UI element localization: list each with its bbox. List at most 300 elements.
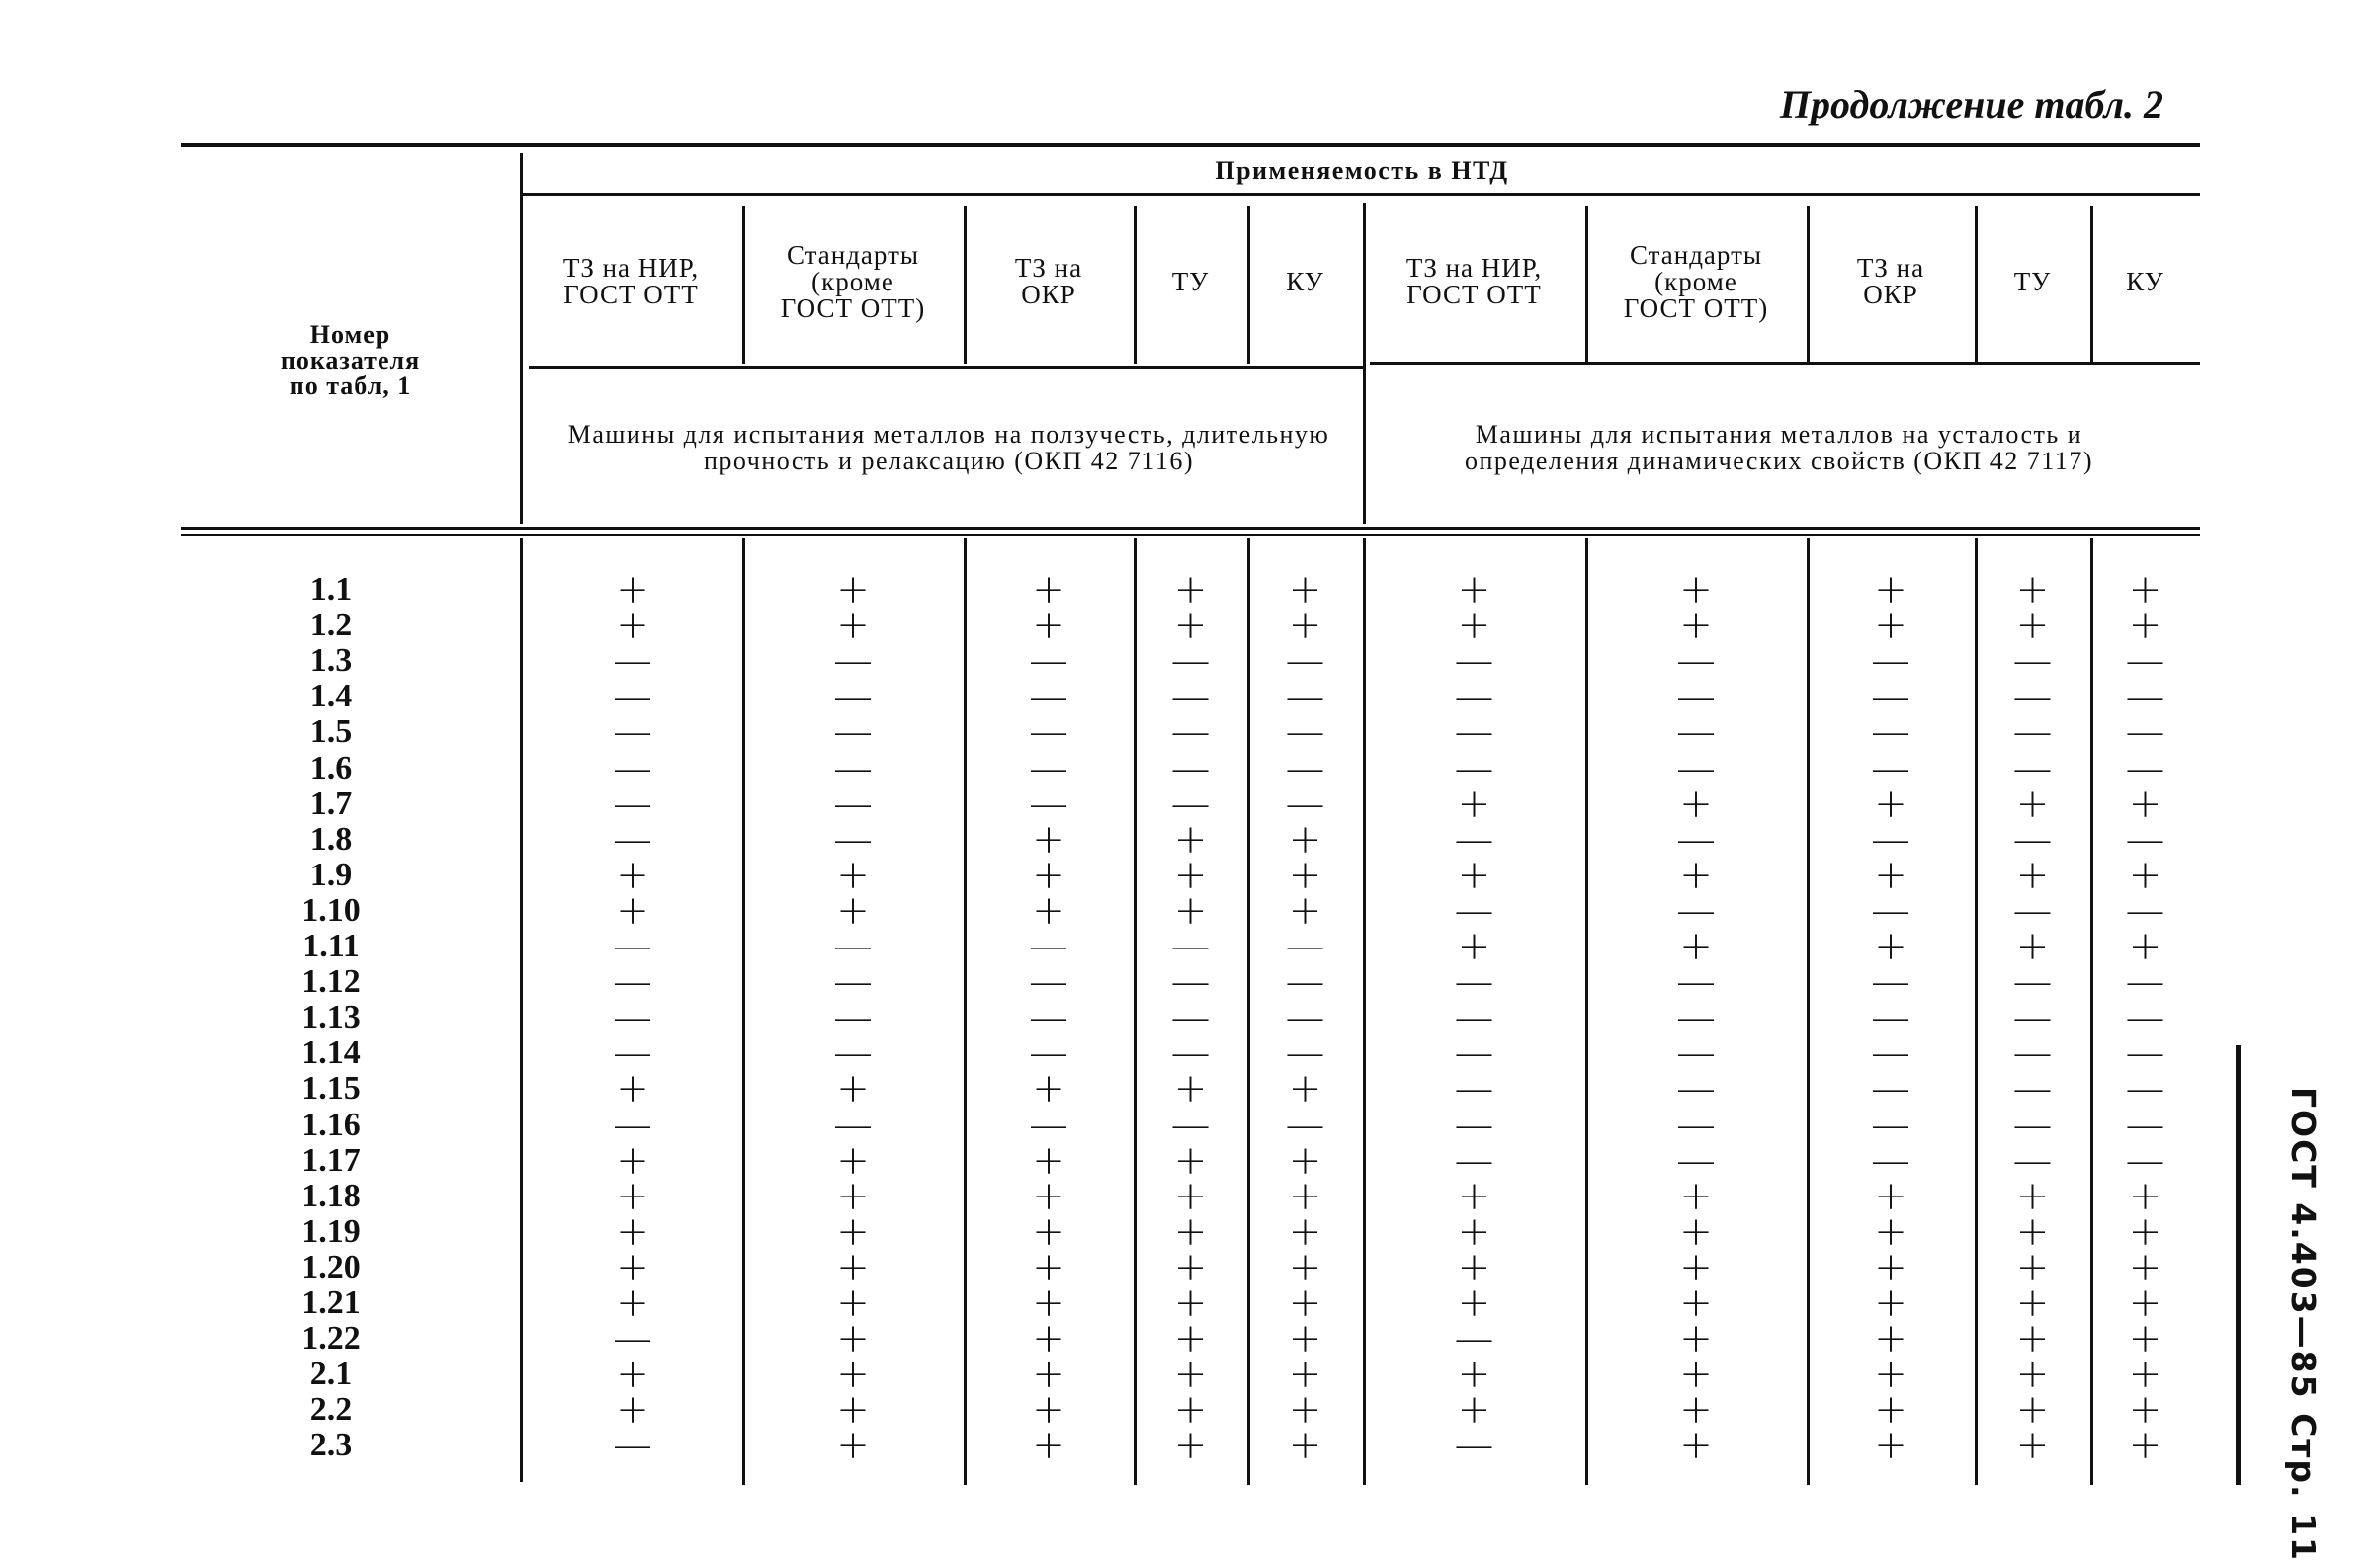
not-applicable-mark: — (833, 781, 873, 827)
not-applicable-mark: — (1285, 638, 1325, 685)
column-divider (520, 538, 523, 1482)
column-divider (1134, 538, 1137, 1485)
applicable-mark: + (1288, 1423, 1322, 1469)
not-applicable-mark: — (1170, 781, 1211, 827)
not-applicable-mark: — (1285, 709, 1325, 756)
row-number: 1.16 (301, 1106, 361, 1143)
applicable-mark: + (1173, 1066, 1208, 1113)
not-applicable-mark: — (1871, 638, 1910, 685)
not-applicable-mark: — (1285, 781, 1325, 827)
applicable-mark: + (1457, 1280, 1491, 1326)
applicable-mark: + (1173, 852, 1208, 898)
applicable-mark: + (2015, 1244, 2050, 1290)
not-applicable-mark: — (1676, 674, 1716, 720)
top-rule (181, 143, 2200, 147)
applicable-mark: + (1874, 1316, 1907, 1362)
applicable-mark: + (616, 603, 649, 649)
applicable-mark: + (616, 1137, 649, 1184)
applicable-mark: + (1173, 1137, 1208, 1184)
not-applicable-mark: — (2012, 887, 2053, 934)
applicable-mark: + (2128, 1280, 2162, 1326)
not-applicable-mark: — (1676, 995, 1716, 1041)
applicable-mark: + (1032, 887, 1065, 934)
not-applicable-mark: — (2012, 1066, 2053, 1113)
row-number: 1.3 (309, 642, 353, 680)
applicable-mark: + (1173, 1387, 1208, 1434)
not-applicable-mark: — (1871, 1031, 1910, 1077)
applicable-mark: + (1288, 1280, 1322, 1326)
applicable-mark: + (616, 1066, 649, 1113)
applicable-mark: + (1457, 924, 1491, 969)
applicable-mark: + (1288, 1208, 1322, 1255)
not-applicable-mark: — (1170, 1102, 1211, 1148)
not-applicable-mark: — (2125, 1102, 2165, 1148)
applicable-mark: + (1874, 603, 1907, 649)
column-divider (2090, 538, 2093, 1485)
not-applicable-mark: — (1871, 745, 1910, 791)
applicable-mark: + (616, 852, 649, 898)
applicable-mark: + (1173, 816, 1208, 863)
row-number: 1.2 (309, 607, 353, 644)
applicable-mark: + (2015, 1387, 2050, 1434)
column-divider (520, 153, 523, 524)
not-applicable-mark: — (1170, 1031, 1211, 1077)
column-divider (1363, 203, 1366, 524)
applicable-mark: + (616, 1173, 649, 1219)
applicable-mark: + (1679, 1280, 1713, 1326)
applicable-mark: + (836, 1352, 870, 1398)
applicability-rule (522, 193, 2200, 196)
applicable-mark: + (1679, 603, 1713, 649)
applicable-mark: + (2015, 1352, 2050, 1398)
not-applicable-mark: — (1871, 1066, 1910, 1113)
applicable-mark: + (836, 1208, 870, 1255)
applicable-mark: + (1173, 1316, 1208, 1362)
not-applicable-mark: — (1871, 1102, 1910, 1148)
applicable-mark: + (1288, 603, 1322, 649)
applicable-mark: + (2015, 1280, 2050, 1326)
not-applicable-mark: — (1454, 1102, 1494, 1148)
not-applicable-mark: — (1676, 887, 1716, 934)
not-applicable-mark: — (1454, 887, 1494, 934)
applicable-mark: + (1288, 852, 1322, 898)
applicable-mark: + (2015, 1173, 2050, 1219)
not-applicable-mark: — (613, 816, 652, 863)
not-applicable-mark: — (2012, 745, 2053, 791)
not-applicable-mark: — (613, 1031, 652, 1077)
applicable-mark: + (836, 852, 870, 898)
not-applicable-mark: — (613, 995, 652, 1041)
not-applicable-mark: — (613, 781, 652, 827)
not-applicable-mark: — (2125, 995, 2165, 1041)
applicable-mark: + (616, 1352, 649, 1398)
column-divider (1247, 538, 1250, 1485)
applicable-mark: + (2128, 567, 2162, 613)
header-double-rule-2 (181, 534, 2200, 536)
applicable-mark: + (2128, 924, 2162, 969)
row-number-header: Номер показателя по табл, 1 (280, 320, 421, 400)
row-number: 2.2 (309, 1391, 353, 1429)
row-number: 2.1 (309, 1356, 353, 1393)
not-applicable-mark: — (1871, 674, 1910, 720)
not-applicable-mark: — (2012, 674, 2053, 720)
applicable-mark: + (836, 1316, 870, 1362)
not-applicable-mark: — (833, 959, 873, 1006)
not-applicable-mark: — (2125, 959, 2165, 1006)
applicable-mark: + (1032, 1316, 1065, 1362)
not-applicable-mark: — (833, 924, 873, 969)
row-number: 1.15 (301, 1070, 361, 1108)
not-applicable-mark: — (2012, 1102, 2053, 1148)
not-applicable-mark: — (1029, 1102, 1068, 1148)
applicable-mark: + (2015, 1316, 2050, 1362)
applicable-mark: + (1679, 1316, 1713, 1362)
not-applicable-mark: — (1170, 638, 1211, 685)
applicable-mark: + (1032, 852, 1065, 898)
applicable-mark: + (836, 567, 870, 613)
not-applicable-mark: — (2012, 1137, 2053, 1184)
not-applicable-mark: — (1676, 1137, 1716, 1184)
not-applicable-mark: — (1454, 959, 1494, 1006)
applicable-mark: + (1874, 924, 1907, 969)
not-applicable-mark: — (1454, 995, 1494, 1041)
column-header-fatigue-tz-nir: ТЗ на НИР, ГОСТ ОТТ (1405, 253, 1543, 309)
applicable-mark: + (1679, 1173, 1713, 1219)
applicable-mark: + (1288, 1316, 1322, 1362)
not-applicable-mark: — (1454, 1423, 1494, 1469)
applicable-mark: + (1679, 1244, 1713, 1290)
applicable-mark: + (1457, 1208, 1491, 1255)
column-header-creep-tz-nir: ТЗ на НИР, ГОСТ ОТТ (562, 253, 700, 309)
applicable-mark: + (836, 887, 870, 934)
group-header-fatigue: Машины для испытания металлов на усталость и определения динамических свойств (ОКП 42 7117) (1465, 419, 2093, 475)
row-number: 2.3 (309, 1427, 353, 1464)
not-applicable-mark: — (613, 674, 652, 720)
applicable-mark: + (1173, 1352, 1208, 1398)
applicable-mark: + (616, 887, 649, 934)
not-applicable-mark: — (613, 924, 652, 969)
not-applicable-mark: — (1285, 674, 1325, 720)
not-applicable-mark: — (1285, 1031, 1325, 1077)
not-applicable-mark: — (1454, 638, 1494, 685)
applicable-mark: + (1874, 567, 1907, 613)
applicable-mark: + (2128, 1244, 2162, 1290)
group-header-creep: Машины для испытания металлов на ползучесть, длительную прочность и релаксацию (ОКП 42 7116) (567, 419, 1330, 475)
column-divider (1807, 538, 1810, 1485)
not-applicable-mark: — (1454, 674, 1494, 720)
not-applicable-mark: — (1871, 816, 1910, 863)
not-applicable-mark: — (1676, 1066, 1716, 1113)
not-applicable-mark: — (613, 638, 652, 685)
not-applicable-mark: — (1871, 709, 1910, 756)
not-applicable-mark: — (833, 745, 873, 791)
applicable-mark: + (1288, 1352, 1322, 1398)
applicable-mark: + (1173, 1423, 1208, 1469)
applicable-mark: + (2128, 1352, 2162, 1398)
row-number: 1.9 (309, 856, 353, 893)
applicable-mark: + (1032, 1280, 1065, 1326)
applicable-mark: + (2128, 603, 2162, 649)
column-divider (1975, 206, 1978, 364)
not-applicable-mark: — (833, 1102, 873, 1148)
applicable-mark: + (1457, 567, 1491, 613)
row-number: 1.5 (309, 713, 353, 751)
applicable-mark: + (1457, 781, 1491, 827)
columns-rule-left (529, 366, 1364, 369)
not-applicable-mark: — (2125, 887, 2165, 934)
not-applicable-mark: — (1029, 674, 1068, 720)
not-applicable-mark: — (2012, 959, 2053, 1006)
applicable-mark: + (1032, 603, 1065, 649)
not-applicable-mark: — (1676, 638, 1716, 685)
column-header-creep-ku: КУ (1286, 266, 1324, 296)
applicable-mark: + (1173, 887, 1208, 934)
not-applicable-mark: — (1871, 887, 1910, 934)
row-number: 1.8 (309, 820, 353, 858)
not-applicable-mark: — (613, 1423, 652, 1469)
row-number: 1.11 (302, 928, 360, 964)
not-applicable-mark: — (1029, 995, 1068, 1041)
applicable-mark: + (1874, 1387, 1907, 1434)
applicable-mark: + (1874, 1280, 1907, 1326)
not-applicable-mark: — (613, 959, 652, 1006)
not-applicable-mark: — (1871, 959, 1910, 1006)
applicable-mark: + (1173, 1208, 1208, 1255)
applicable-mark: + (1874, 1244, 1907, 1290)
column-header-fatigue-tz-okr: ТЗ на ОКР (1856, 253, 1925, 309)
row-number: 1.21 (301, 1284, 361, 1321)
not-applicable-mark: — (1871, 1137, 1910, 1184)
column-divider (1975, 538, 1978, 1485)
applicable-mark: + (1874, 1423, 1907, 1469)
applicable-mark: + (1457, 603, 1491, 649)
applicable-mark: + (836, 603, 870, 649)
applicable-mark: + (1679, 1387, 1713, 1434)
not-applicable-mark: — (1029, 781, 1068, 827)
applicable-mark: + (2128, 852, 2162, 898)
row-number: 1.22 (301, 1320, 361, 1358)
row-number: 1.7 (309, 784, 353, 822)
applicable-mark: + (2128, 1423, 2162, 1469)
not-applicable-mark: — (833, 638, 873, 685)
applicable-mark: + (1032, 1352, 1065, 1398)
not-applicable-mark: — (2125, 1137, 2165, 1184)
applicable-mark: + (616, 1208, 649, 1255)
applicable-mark: + (2128, 1208, 2162, 1255)
not-applicable-mark: — (1676, 745, 1716, 791)
not-applicable-mark: — (2125, 674, 2165, 720)
column-divider (742, 206, 745, 364)
not-applicable-mark: — (1676, 959, 1716, 1006)
not-applicable-mark: — (1285, 924, 1325, 969)
applicable-mark: + (1288, 887, 1322, 934)
applicable-mark: + (2128, 1316, 2162, 1362)
row-number: 1.17 (301, 1141, 361, 1179)
applicable-mark: + (1032, 1137, 1065, 1184)
applicable-mark: + (2015, 603, 2050, 649)
not-applicable-mark: — (1676, 1102, 1716, 1148)
not-applicable-mark: — (1170, 924, 1211, 969)
row-number: 1.12 (301, 963, 361, 1001)
not-applicable-mark: — (1285, 745, 1325, 791)
applicable-mark: + (1874, 1173, 1907, 1219)
applicable-mark: + (1679, 924, 1713, 969)
applicable-mark: + (1874, 781, 1907, 827)
not-applicable-mark: — (613, 1316, 652, 1362)
applicable-mark: + (1874, 1352, 1907, 1398)
not-applicable-mark: — (1285, 959, 1325, 1006)
not-applicable-mark: — (1454, 1137, 1494, 1184)
column-divider (742, 538, 745, 1485)
applicable-mark: + (1288, 816, 1322, 863)
applicable-mark: + (836, 1387, 870, 1434)
applicable-mark: + (1679, 1208, 1713, 1255)
not-applicable-mark: — (2125, 709, 2165, 756)
applicable-mark: + (1173, 603, 1208, 649)
not-applicable-mark: — (1285, 1102, 1325, 1148)
row-number: 1.19 (301, 1212, 361, 1250)
applicability-header: Применяемость в НТД (1215, 155, 1509, 185)
not-applicable-mark: — (2012, 816, 2053, 863)
not-applicable-mark: — (833, 995, 873, 1041)
table-continuation-title: Продолжение табл. 2 (1779, 82, 2163, 126)
applicable-mark: + (1032, 1244, 1065, 1290)
column-divider (1807, 206, 1810, 364)
not-applicable-mark: — (1029, 638, 1068, 685)
not-applicable-mark: — (613, 745, 652, 791)
applicable-mark: + (1679, 567, 1713, 613)
applicable-mark: + (1288, 1066, 1322, 1113)
applicable-mark: + (1173, 1280, 1208, 1326)
not-applicable-mark: — (833, 674, 873, 720)
column-header-fatigue-standards: Стандарты (кроме ГОСТ ОТТ) (1623, 239, 1769, 323)
not-applicable-mark: — (1029, 709, 1068, 756)
applicable-mark: + (836, 1280, 870, 1326)
columns-rule-right (1370, 362, 2200, 365)
applicable-mark: + (2015, 781, 2050, 827)
applicable-mark: + (836, 1244, 870, 1290)
applicable-mark: + (1032, 1208, 1065, 1255)
applicable-mark: + (1032, 567, 1065, 613)
row-number: 1.1 (309, 571, 353, 608)
not-applicable-mark: — (1029, 959, 1068, 1006)
applicable-mark: + (1288, 1173, 1322, 1219)
not-applicable-mark: — (1454, 816, 1494, 863)
applicable-mark: + (1457, 1352, 1491, 1398)
not-applicable-mark: — (1871, 995, 1910, 1041)
applicable-mark: + (1874, 852, 1907, 898)
applicable-mark: + (2128, 1387, 2162, 1434)
applicable-mark: + (1288, 1244, 1322, 1290)
not-applicable-mark: — (2012, 1031, 2053, 1077)
not-applicable-mark: — (2012, 995, 2053, 1041)
column-divider (1585, 538, 1588, 1485)
column-header-creep-tu: ТУ (1171, 266, 1210, 296)
applicable-mark: + (2015, 567, 2050, 613)
applicable-mark: + (1032, 1423, 1065, 1469)
not-applicable-mark: — (1285, 995, 1325, 1041)
applicable-mark: + (1173, 1173, 1208, 1219)
applicable-mark: + (1288, 1387, 1322, 1434)
applicable-mark: + (2015, 852, 2050, 898)
applicable-mark: + (1173, 567, 1208, 613)
not-applicable-mark: — (833, 709, 873, 756)
applicable-mark: + (1457, 1387, 1491, 1434)
column-header-creep-standards: Стандарты (кроме ГОСТ ОТТ) (780, 239, 926, 323)
applicable-mark: + (836, 1066, 870, 1113)
applicable-mark: + (2128, 781, 2162, 827)
not-applicable-mark: — (1676, 816, 1716, 863)
side-rule (2236, 1045, 2241, 1485)
applicable-mark: + (836, 1137, 870, 1184)
applicable-mark: + (1032, 1387, 1065, 1434)
not-applicable-mark: — (1454, 1066, 1494, 1113)
not-applicable-mark: — (1676, 709, 1716, 756)
not-applicable-mark: — (2125, 1031, 2165, 1077)
applicable-mark: + (1457, 1244, 1491, 1290)
not-applicable-mark: — (1170, 674, 1211, 720)
applicable-mark: + (1173, 1244, 1208, 1290)
column-divider (1247, 206, 1250, 364)
not-applicable-mark: — (2012, 709, 2053, 756)
not-applicable-mark: — (1454, 1316, 1494, 1362)
column-divider (964, 538, 967, 1485)
not-applicable-mark: — (1454, 709, 1494, 756)
column-divider (2090, 206, 2093, 364)
applicable-mark: + (1679, 852, 1713, 898)
row-number: 1.10 (301, 891, 361, 929)
not-applicable-mark: — (1170, 959, 1211, 1006)
applicable-mark: + (836, 1173, 870, 1219)
column-header-fatigue-tu: ТУ (2013, 266, 2052, 296)
not-applicable-mark: — (1170, 709, 1211, 756)
not-applicable-mark: — (2125, 816, 2165, 863)
applicable-mark: + (1679, 781, 1713, 827)
not-applicable-mark: — (1170, 995, 1211, 1041)
applicable-mark: + (1679, 1352, 1713, 1398)
applicable-mark: + (616, 567, 649, 613)
row-number: 1.6 (309, 749, 353, 786)
not-applicable-mark: — (1029, 745, 1068, 791)
applicable-mark: + (616, 1280, 649, 1326)
not-applicable-mark: — (2125, 745, 2165, 791)
applicable-mark: + (1874, 1208, 1907, 1255)
not-applicable-mark: — (2012, 638, 2053, 685)
applicable-mark: + (616, 1244, 649, 1290)
row-number: 1.4 (309, 678, 353, 715)
column-header-fatigue-ku: КУ (2126, 266, 2164, 296)
applicable-mark: + (1032, 1066, 1065, 1113)
not-applicable-mark: — (1170, 745, 1211, 791)
not-applicable-mark: — (1454, 1031, 1494, 1077)
column-divider (1134, 206, 1137, 364)
column-divider (1585, 206, 1588, 364)
applicable-mark: + (1457, 1173, 1491, 1219)
applicable-mark: + (1679, 1423, 1713, 1469)
page-side-label: ГОСТ 4.403—85 Стр. 11 (2284, 1087, 2323, 1563)
applicable-mark: + (2128, 1173, 2162, 1219)
column-header-creep-tz-okr: ТЗ на ОКР (1014, 253, 1083, 309)
not-applicable-mark: — (833, 816, 873, 863)
not-applicable-mark: — (1029, 1031, 1068, 1077)
not-applicable-mark: — (1676, 1031, 1716, 1077)
column-divider (964, 206, 967, 364)
applicable-mark: + (1288, 1137, 1322, 1184)
applicable-mark: + (2015, 1423, 2050, 1469)
row-number: 1.20 (301, 1248, 361, 1285)
applicable-mark: + (836, 1423, 870, 1469)
applicable-mark: + (2015, 924, 2050, 969)
